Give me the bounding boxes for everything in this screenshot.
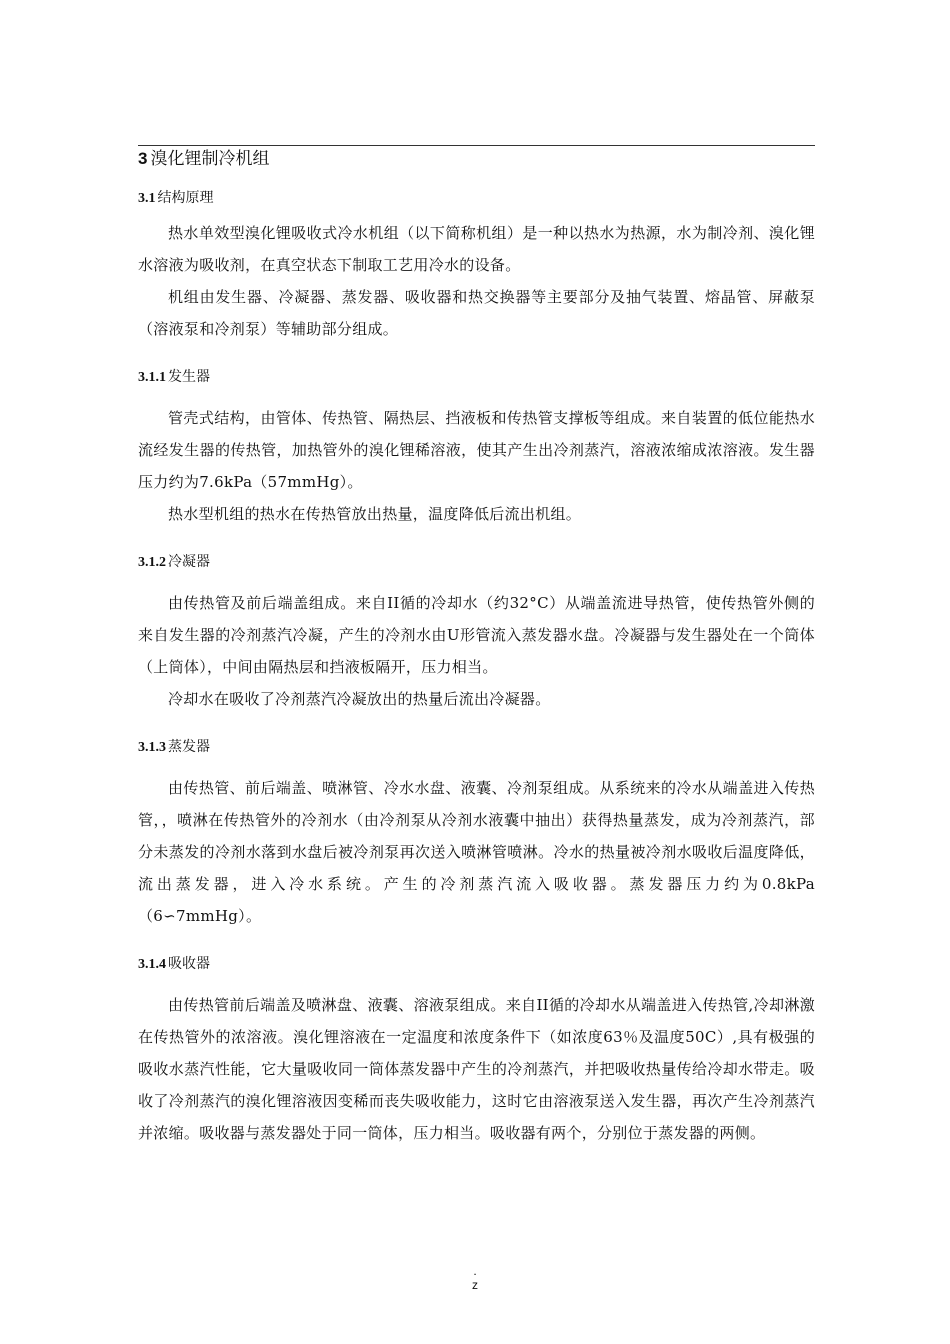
item-heading-generator — [138, 367, 815, 388]
section-heading — [138, 148, 815, 170]
item-heading-evaporator — [138, 737, 815, 758]
item-heading-condenser — [138, 552, 815, 573]
paragraph: 热水单效型溴化锂吸收式冷水机组（以下简称机组）是一种以热水为热源，水为制冷剂、溴化锂水溶液为吸收剂，在真空状态下制取工艺用冷水的设备。 — [138, 224, 815, 274]
page-footer — [0, 1264, 950, 1292]
subsection-title: 结构原理 — [157, 190, 214, 206]
item-heading-absorber — [138, 954, 815, 975]
section-number: 3 — [138, 149, 148, 168]
item-number: 3.1.3 — [138, 740, 166, 755]
item-title: 冷凝器 — [168, 554, 210, 570]
paragraph: 热水型机组的热水在传热管放出热量，温度降低后流出机组。 — [168, 505, 582, 523]
paragraph: 由传热管及前后端盖组成。来自II循的冷却水（约32°C）从端盖流进导热管，使传热管外侧的来自发生器的冷剂蒸汽冷凝，产生的冷剂水由U形管流入蒸发器水盘。冷凝器与发生器处在一个筒体（上筒体），中间由隔热层和挡液板隔开，压力相当。 — [138, 594, 815, 676]
item-number: 3.1.1 — [138, 370, 166, 385]
item-title: 蒸发器 — [168, 739, 210, 755]
paragraph: 管壳式结构，由管体、传热管、隔热层、挡液板和传热管支撑板等组成。来自装置的低位能热水流经发生器的传热管，加热管外的溴化锂稀溶液，使其产生出冷剂蒸汽，溶液浓缩成浓溶液。发生器压力约为7.6kPa（57mmHg）。 — [138, 409, 815, 491]
page-content — [138, 148, 815, 1149]
paragraph: 机组由发生器、冷凝器、蒸发器、吸收器和热交换器等主要部分及抽气装置、熔晶管、屏蔽泵（溶液泵和冷剂泵）等辅助部分组成。 — [138, 288, 815, 338]
item-title: 发生器 — [168, 369, 210, 385]
header-rule — [138, 145, 815, 146]
subsection-heading — [138, 188, 815, 209]
item-title: 吸收器 — [168, 956, 210, 972]
paragraph: 由传热管前后端盖及喷淋盘、液囊、溶液泵组成。来自II循的冷却水从端盖进入传热管,冷却淋激在传热管外的浓溶液。溴化锂溶液在一定温度和浓度条件下（如浓度63％及温度50C）,具有极强的吸收水蒸汽性能，它大量吸收同一筒体蒸发器中产生的冷剂蒸汽，并把吸收热量传给冷却水带走。吸收了冷剂蒸汽的溴化锂溶液因变稀而丧失吸收能力，这时它由溶液泵送入发生器，再次产生冷剂蒸汽并浓缩。吸收器与蒸发器处于同一筒体，压力相当。吸收器有两个，分别位于蒸发器的两侧。 — [138, 996, 815, 1142]
paragraph: 冷却水在吸收了冷剂蒸汽冷凝放出的热量后流出冷凝器。 — [168, 690, 551, 708]
item-number: 3.1.4 — [138, 957, 166, 972]
section-title: 溴化锂制冷机组 — [150, 149, 270, 169]
paragraph: 由传热管、前后端盖、喷淋管、冷水水盘、液囊、冷剂泵组成。从系统来的冷水从端盖进入传热管，，喷淋在传热管外的冷剂水（由冷剂泵从冷剂水液囊中抽出）获得热量蒸发，成为冷剂蒸汽，部分未蒸发的冷剂水落到水盘后被冷剂泵再次送入喷淋管喷淋。冷水的热量被冷剂水吸收后温度降低，流出蒸发器，进入冷水系统。产生的冷剂蒸汽流入吸收器。蒸发器压力约为0.8kPa（6∽7mmHg）。 — [138, 779, 815, 925]
item-number: 3.1.2 — [138, 555, 166, 570]
footer-letter: z — [472, 1278, 478, 1292]
footer-dot: . — [473, 1264, 477, 1278]
subsection-number: 3.1 — [138, 191, 156, 206]
